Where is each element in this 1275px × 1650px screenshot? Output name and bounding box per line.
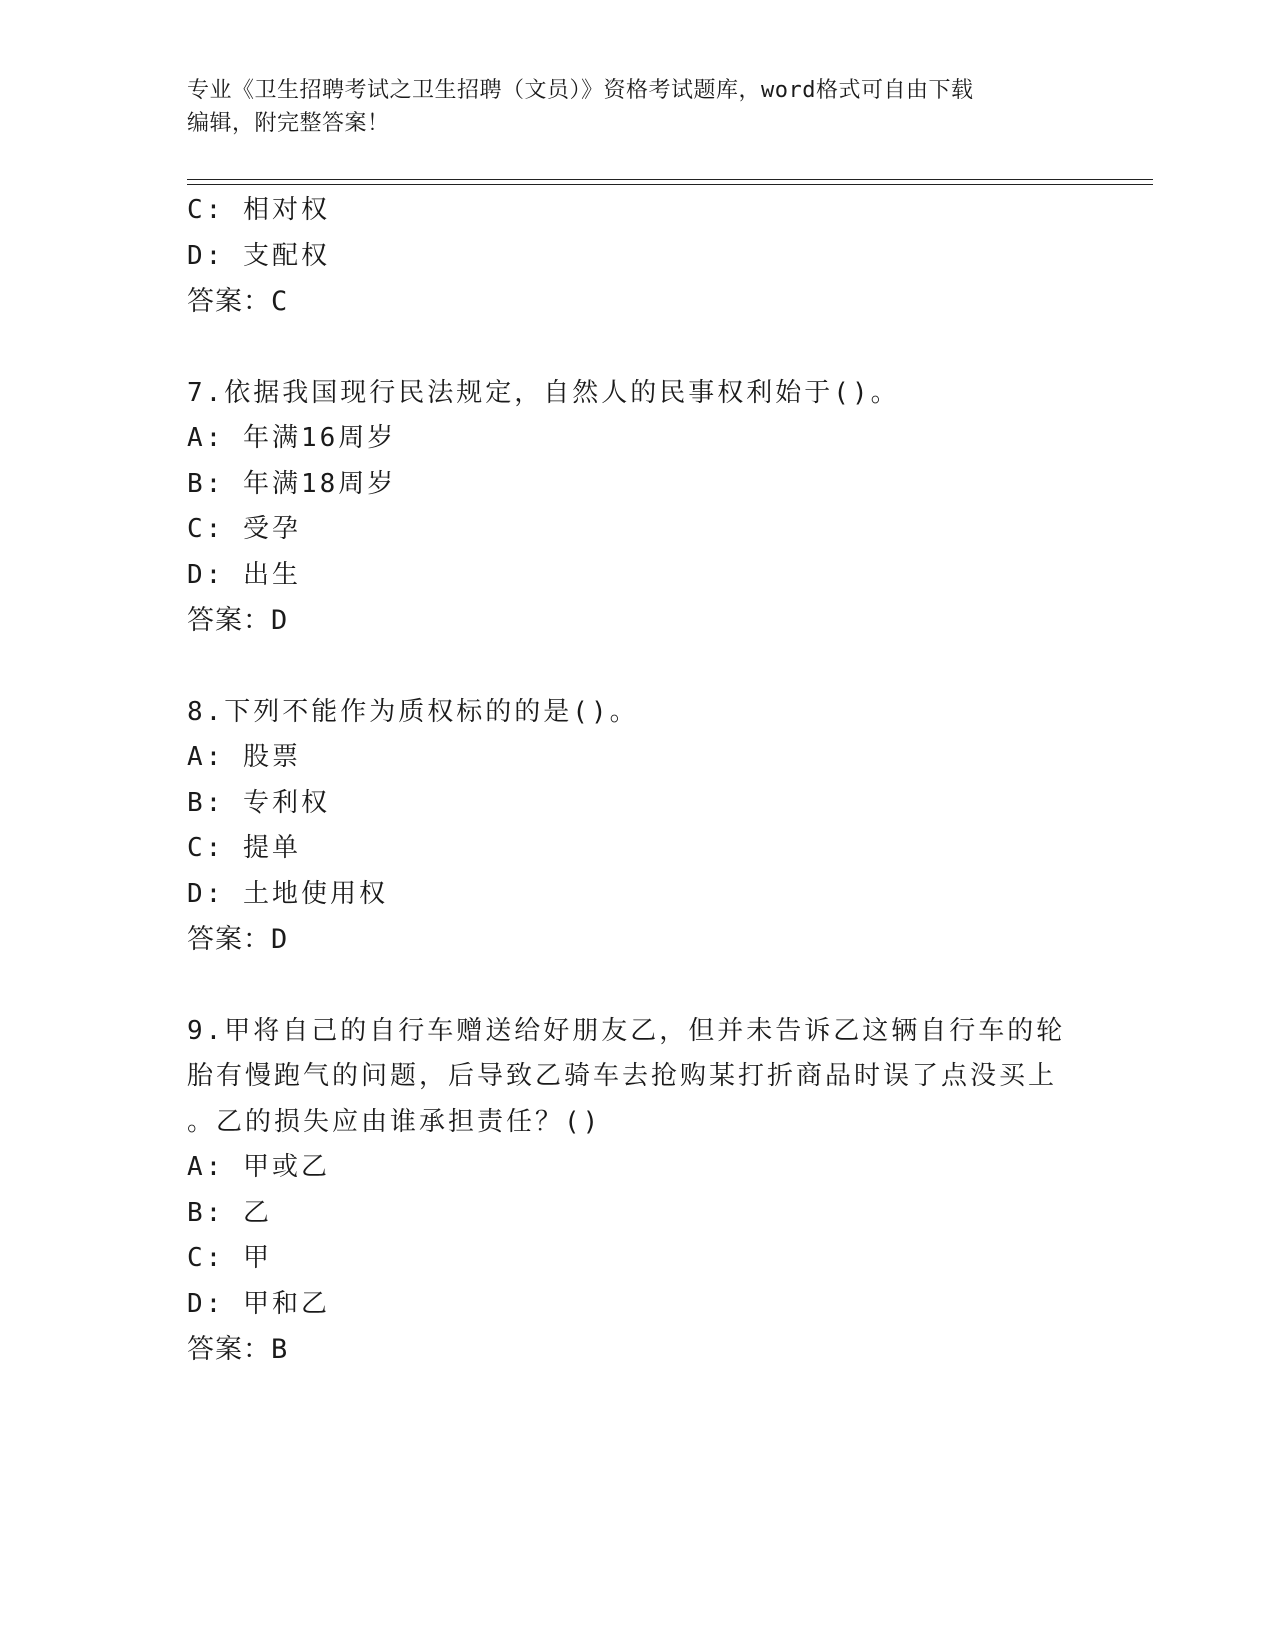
answer-line: 答案：C [187, 286, 289, 317]
option-a: A: 年满16周岁 [187, 423, 397, 453]
document-header: 专业《卫生招聘考试之卫生招聘（文员）》资格考试题库，word格式可自由下载 编辑，附完整答案！ [187, 78, 974, 136]
option-c: C: 相对权 [187, 195, 330, 225]
option-d: D: 出生 [187, 559, 301, 590]
question-stem: 7.依据我国现行民法规定，自然人的民事权利始于()。 [187, 377, 900, 408]
question-item [187, 371, 1087, 644]
spacer [187, 325, 1087, 371]
option-c: C: 甲 [187, 1243, 272, 1273]
option-a: A: 甲或乙 [187, 1152, 330, 1182]
question-fragment [187, 188, 1087, 325]
question-list [187, 188, 1087, 1373]
option-c: C: 受孕 [187, 514, 301, 544]
question-item [187, 690, 1087, 963]
option-b: B: 乙 [187, 1197, 272, 1228]
answer-line: 答案：B [187, 1334, 289, 1365]
option-d: D: 土地使用权 [187, 878, 388, 909]
answer-line: 答案：D [187, 605, 289, 636]
option-b: B: 专利权 [187, 787, 330, 818]
option-c: C: 提单 [187, 833, 301, 863]
header-rule-top [187, 179, 1153, 180]
option-a: A: 股票 [187, 742, 301, 772]
answer-line: 答案：D [187, 924, 289, 955]
question-stem: 9.甲将自己的自行车赠送给好朋友乙，但并未告诉乙这辆自行车的轮 胎有慢跑气的问题，后导致乙骑车去抢购某打折商品时误了点没买上 。乙的损失应由谁承担责任？() [187, 1015, 1066, 1137]
question-item [187, 1009, 1087, 1373]
spacer [187, 963, 1087, 1009]
option-b: B: 年满18周岁 [187, 468, 397, 499]
spacer [187, 644, 1087, 690]
header-rule-bottom [187, 184, 1153, 185]
option-d: D: 支配权 [187, 240, 330, 271]
option-d: D: 甲和乙 [187, 1288, 330, 1319]
question-stem: 8.下列不能作为质权标的的是()。 [187, 696, 639, 727]
